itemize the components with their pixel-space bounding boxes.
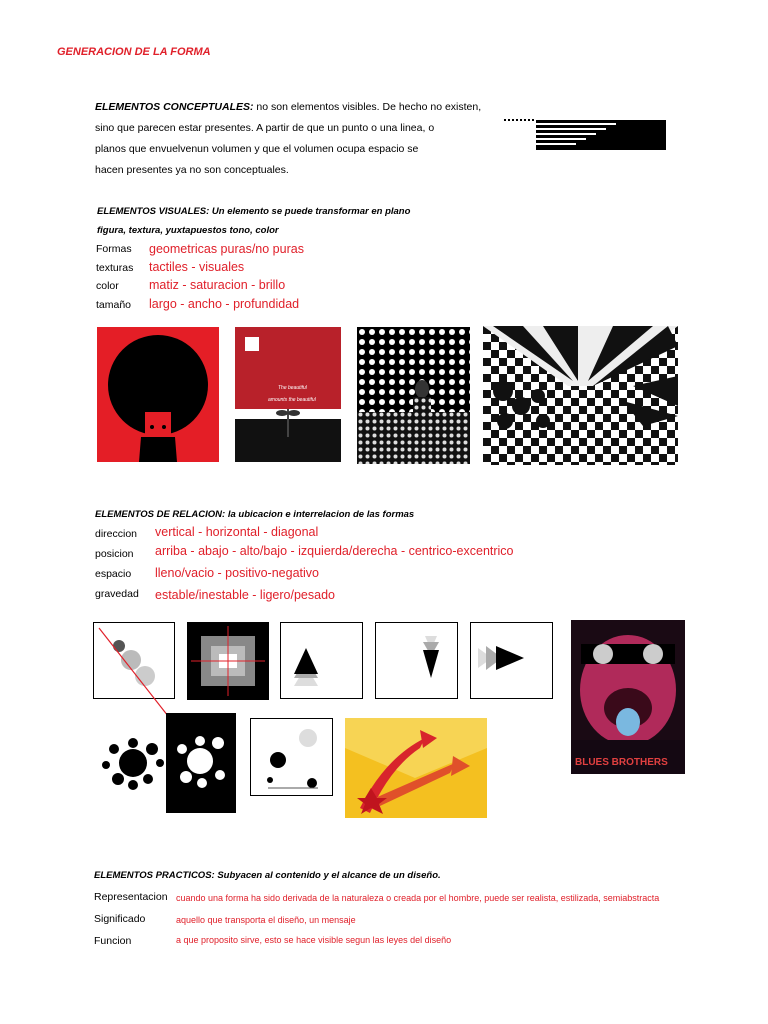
visual-row-value: largo - ancho - profundidad <box>149 297 300 311</box>
conceptuales-line: no son elementos visibles. De hecho no existen, <box>256 101 482 113</box>
practicos-heading-line <box>94 870 441 881</box>
conceptuales-paragraph: ELEMENTOS CONCEPTUALES: no son elementos visibles. De hecho no existen, sino que parecen estar presentes. A partir de que un punto o una linea, o planos que envuelvenun volumen y que el volumen ocupa espacio se hacen presentes ya no son conceptuales. <box>95 97 495 181</box>
relacion-row-label: espacio <box>95 568 132 580</box>
relacion-row-value: lleno/vacio - positivo-negativo <box>155 566 319 580</box>
conceptuales-line: sino que parecen estar presentes. A partir de que un punto o una linea, o <box>95 122 435 134</box>
afro-poster-image <box>97 327 219 462</box>
relacion-row-value: arriba - abajo - alto/bajo - izquierda/derecha - centrico-excentrico <box>155 544 514 558</box>
practico-row-label: Representacion <box>94 891 168 903</box>
position-centric-diagram <box>187 622 269 700</box>
visual-row-label: color <box>96 280 119 292</box>
blues-brothers-poster-image <box>571 620 685 774</box>
practicos-text: Subyacen al contenido y el alcance de un diseño. <box>217 870 441 881</box>
visual-row-value: geometricas puras/no puras <box>149 242 304 256</box>
relacion-row-label: gravedad <box>95 588 139 600</box>
practicos-heading: ELEMENTOS PRACTICOS: <box>94 870 215 881</box>
plant-poster-text: The beautiful <box>278 385 307 391</box>
visual-row-label: tamaño <box>96 299 132 311</box>
visuales-text: Un elemento se puede transformar en plano <box>211 206 411 217</box>
relacion-heading: ELEMENTOS DE RELACION: <box>95 509 226 520</box>
positive-negative-diagram <box>100 713 236 813</box>
conceptuales-line: hacen presentes ya no son conceptuales. <box>95 164 289 176</box>
practico-row-value: aquello que transporta el diseño, un mensaje <box>176 915 356 925</box>
visuales-heading-line: ELEMENTOS VISUALES: Un elemento se puede transformar en plano <box>97 206 411 217</box>
relacion-row-value: vertical - horizontal - diagonal <box>155 525 319 539</box>
visual-row-label: Formas <box>96 243 132 255</box>
relacion-row-value: estable/inestable - ligero/pesado <box>155 588 335 602</box>
op-art-image <box>483 326 678 465</box>
visuales-heading: ELEMENTOS VISUALES <box>97 206 207 217</box>
triangles-right-diagram <box>470 622 553 699</box>
lines-graphic <box>504 115 670 151</box>
polka-dot-room-image <box>357 327 470 464</box>
visual-row-value: matiz - saturacion - brillo <box>149 278 286 292</box>
conceptuales-line: planos que envuelvenun volumen y que el volumen ocupa espacio se <box>95 143 419 155</box>
poster-title: BLUES BROTHERS <box>575 757 668 768</box>
relacion-heading-line <box>95 509 414 520</box>
arrows-artwork-image <box>345 718 487 818</box>
page-title: GENERACION DE LA FORMA <box>57 46 211 58</box>
plant-poster-text: amounts the beautiful <box>268 397 316 403</box>
plant-poster-image <box>235 327 341 462</box>
visual-row-value: tactiles - visuales <box>149 260 245 274</box>
visual-row-label: texturas <box>96 262 134 274</box>
practico-row-value: cuando una forma ha sido derivada de la naturaleza o creada por el hombre, puede ser realista, estilizada, semiabstracta <box>176 893 660 903</box>
relacion-row-label: posicion <box>95 548 134 560</box>
triangles-down-diagram <box>375 622 458 699</box>
relacion-text: la ubicacion e interrelacion de las formas <box>227 509 415 520</box>
practico-row-label: Significado <box>94 913 146 925</box>
practico-row-label: Funcion <box>94 935 132 947</box>
visuales-text: figura, textura, yuxtapuestos tono, color <box>97 225 279 236</box>
conceptuales-heading: ELEMENTOS CONCEPTUALES <box>95 101 250 113</box>
gravity-diagram <box>250 718 334 797</box>
relacion-row-label: direccion <box>95 528 138 540</box>
practico-row-value: a que proposito sirve, esto se hace visible segun las leyes del diseño <box>176 935 452 945</box>
triangles-up-diagram <box>280 622 363 699</box>
